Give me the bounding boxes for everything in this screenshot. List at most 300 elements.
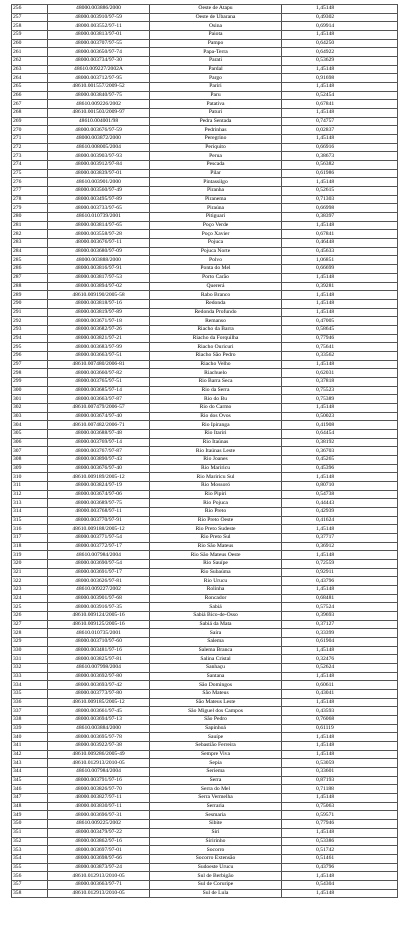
row-number-cell: 315 xyxy=(12,516,48,525)
field-name-cell: Rio do Bu xyxy=(150,395,282,404)
table-row xyxy=(12,802,398,811)
process-number-cell: 48000.003558/97-28 xyxy=(48,230,150,239)
value-cell: 0,74757 xyxy=(282,117,398,126)
field-name-cell: Serra Vermelha xyxy=(150,794,282,803)
table-row xyxy=(12,447,398,456)
value-cell: 0,75063 xyxy=(282,802,398,811)
value-cell: 0,57524 xyxy=(282,603,398,612)
value-cell: 1,45148 xyxy=(282,291,398,300)
process-number-cell: 48000.003495/97-89 xyxy=(48,195,150,204)
row-number-cell: 337 xyxy=(12,707,48,716)
field-name-cell: Rio Preto xyxy=(150,507,282,516)
row-number-cell: 269 xyxy=(12,117,48,126)
process-number-cell: 48000.003694/97-13 xyxy=(48,716,150,725)
field-name-cell: Seriema xyxy=(150,768,282,777)
field-name-cell: Siri xyxy=(150,828,282,837)
row-number-cell: 268 xyxy=(12,109,48,118)
value-cell: 0,52615 xyxy=(282,187,398,196)
field-name-cell: Pojuca Norte xyxy=(150,247,282,256)
value-cell: 1,45148 xyxy=(282,646,398,655)
value-cell: 0,38192 xyxy=(282,438,398,447)
table-row xyxy=(12,100,398,109)
process-number-cell: 48000.003886/2000 xyxy=(48,5,150,14)
value-cell: 1,45148 xyxy=(282,308,398,317)
field-name-cell: Sanhaçu xyxy=(150,664,282,673)
table-row xyxy=(12,586,398,595)
field-name-cell: Pardal xyxy=(150,65,282,74)
field-name-cell: Sudoeste Urucu xyxy=(150,863,282,872)
field-name-cell: Sauípe xyxy=(150,733,282,742)
row-number-cell: 301 xyxy=(12,395,48,404)
table-row xyxy=(12,707,398,716)
field-name-cell: Sul de Berbigão xyxy=(150,872,282,881)
field-name-cell: Piranema xyxy=(150,195,282,204)
table-row xyxy=(12,525,398,534)
value-cell: 0,56382 xyxy=(282,161,398,170)
row-number-cell: 340 xyxy=(12,733,48,742)
value-cell: 0,43796 xyxy=(282,577,398,586)
value-cell: 0,46448 xyxy=(282,239,398,248)
table-row xyxy=(12,403,398,412)
value-cell: 0,45396 xyxy=(282,464,398,473)
table-row xyxy=(12,195,398,204)
field-name-cell: Sabiá da Mata xyxy=(150,620,282,629)
row-number-cell: 294 xyxy=(12,334,48,343)
process-number-cell: 48000.003765/97-51 xyxy=(48,377,150,386)
field-name-cell: Sapinhoá xyxy=(150,724,282,733)
process-number-cell: 48000.003901/97-68 xyxy=(48,594,150,603)
field-name-cell: Siririnho xyxy=(150,837,282,846)
process-number-cell: 48000.003689/97-75 xyxy=(48,499,150,508)
process-number-cell: 48000.003826/97-70 xyxy=(48,785,150,794)
field-name-cell: Pitiguari xyxy=(150,213,282,222)
value-cell: 0,38673 xyxy=(282,152,398,161)
row-number-cell: 308 xyxy=(12,455,48,464)
field-name-cell: Pargo xyxy=(150,74,282,83)
row-number-cell: 266 xyxy=(12,91,48,100)
value-cell: 1,45148 xyxy=(282,672,398,681)
field-name-cell: Pojuca xyxy=(150,239,282,248)
row-number-cell: 320 xyxy=(12,560,48,569)
value-cell: 0,54304 xyxy=(282,880,398,889)
row-number-cell: 292 xyxy=(12,317,48,326)
value-cell: 0,45633 xyxy=(282,247,398,256)
process-number-cell: 48000.003685/97-14 xyxy=(48,386,150,395)
process-number-cell: 48610.012913/2010-05 xyxy=(48,872,150,881)
table-row xyxy=(12,768,398,777)
row-number-cell: 256 xyxy=(12,5,48,14)
value-cell: 0,53386 xyxy=(282,837,398,846)
field-name-cell: Rio Barra Seca xyxy=(150,377,282,386)
process-number-cell: 48000.003888/2000 xyxy=(48,256,150,265)
field-name-cell: Rio Mossoró xyxy=(150,481,282,490)
process-number-cell: 48000.003767/97-87 xyxy=(48,447,150,456)
field-name-cell: Osina xyxy=(150,22,282,31)
row-number-cell: 324 xyxy=(12,594,48,603)
value-cell: 0,43593 xyxy=(282,707,398,716)
value-cell: 0,37818 xyxy=(282,377,398,386)
value-cell: 0,59571 xyxy=(282,811,398,820)
table-row xyxy=(12,256,398,265)
row-number-cell: 343 xyxy=(12,759,48,768)
row-number-cell: 279 xyxy=(12,204,48,213)
field-name-cell: Rio Itaúnas Leste xyxy=(150,447,282,456)
row-number-cell: 273 xyxy=(12,152,48,161)
value-cell: 0,75389 xyxy=(282,395,398,404)
process-number-cell: 48000.003676/97-40 xyxy=(48,464,150,473)
process-number-cell: 48000.003692/97-80 xyxy=(48,672,150,681)
field-name-cell: Periquito xyxy=(150,143,282,152)
process-number-cell: 48000.003733/97-65 xyxy=(48,204,150,213)
field-name-cell: Rio Preto Sul xyxy=(150,533,282,542)
value-cell: 0,68481 xyxy=(282,594,398,603)
table-row xyxy=(12,533,398,542)
table-row xyxy=(12,22,398,31)
value-cell: 0,62031 xyxy=(282,369,398,378)
row-number-cell: 325 xyxy=(12,603,48,612)
value-cell: 0,80710 xyxy=(282,481,398,490)
process-number-cell: 48000.003734/97-30 xyxy=(48,57,150,66)
value-cell: 1,45148 xyxy=(282,828,398,837)
process-number-cell: 48000.003674/97-06 xyxy=(48,490,150,499)
value-cell: 0,52454 xyxy=(282,91,398,100)
value-cell: 1,45148 xyxy=(282,135,398,144)
row-number-cell: 352 xyxy=(12,837,48,846)
row-number-cell: 332 xyxy=(12,664,48,673)
process-number-cell: 48000.003663/97-87 xyxy=(48,395,150,404)
value-cell: 1,45148 xyxy=(282,872,398,881)
process-number-cell: 48000.003922/97-38 xyxy=(48,742,150,751)
table-row xyxy=(12,551,398,560)
table-row xyxy=(12,776,398,785)
row-number-cell: 329 xyxy=(12,638,48,647)
process-number-cell: 48000.003683/97-99 xyxy=(48,343,150,352)
value-cell: 0,92911 xyxy=(282,568,398,577)
table-row xyxy=(12,568,398,577)
process-number-cell: 48000.003688/97-48 xyxy=(48,429,150,438)
process-number-cell: 48000.003697/97-01 xyxy=(48,846,150,855)
process-number-cell: 48000.003671/97-18 xyxy=(48,317,150,326)
field-name-cell: Socorro xyxy=(150,846,282,855)
value-cell: 0,39693 xyxy=(282,612,398,621)
table-row xyxy=(12,863,398,872)
process-number-cell: 48000.003696/97-31 xyxy=(48,811,150,820)
field-name-cell: Pedra Sentada xyxy=(150,117,282,126)
value-cell: 0,77946 xyxy=(282,820,398,829)
process-number-cell: 48610.001503/2009-97 xyxy=(48,109,150,118)
process-number-cell: 48000.003770/97-91 xyxy=(48,516,150,525)
value-cell: 0,61986 xyxy=(282,169,398,178)
table-row xyxy=(12,490,398,499)
field-name-cell: Riachuelo xyxy=(150,369,282,378)
field-name-cell: Quererá xyxy=(150,282,282,291)
row-number-cell: 347 xyxy=(12,794,48,803)
process-number-cell: 48000.003690/97-54 xyxy=(48,560,150,569)
value-cell: 0,36703 xyxy=(282,447,398,456)
value-cell: 1,45148 xyxy=(282,750,398,759)
field-name-cell: Paturi xyxy=(150,109,282,118)
field-name-cell: Riacho São Pedro xyxy=(150,351,282,360)
field-name-cell: Rio Itariri xyxy=(150,429,282,438)
value-cell: 0,67841 xyxy=(282,230,398,239)
field-name-cell: Sempre Viva xyxy=(150,750,282,759)
row-number-cell: 286 xyxy=(12,265,48,274)
table-row xyxy=(12,837,398,846)
table-row xyxy=(12,794,398,803)
row-number-cell: 263 xyxy=(12,65,48,74)
row-number-cell: 289 xyxy=(12,291,48,300)
table-row xyxy=(12,143,398,152)
row-number-cell: 328 xyxy=(12,629,48,638)
process-number-cell: 48610.001557/2009-52 xyxy=(48,83,150,92)
field-name-cell: Serra do Mel xyxy=(150,785,282,794)
field-name-cell: Ponta do Mel xyxy=(150,265,282,274)
field-name-cell: Papa-Terra xyxy=(150,48,282,57)
row-number-cell: 290 xyxy=(12,299,48,308)
table-row xyxy=(12,429,398,438)
row-number-cell: 303 xyxy=(12,412,48,421)
value-cell: 0,45265 xyxy=(282,455,398,464)
table-row xyxy=(12,31,398,40)
field-name-cell: São Mateus Leste xyxy=(150,698,282,707)
row-number-cell: 282 xyxy=(12,230,48,239)
process-number-cell: 48000.003830/97-11 xyxy=(48,802,150,811)
table-row xyxy=(12,230,398,239)
value-cell: 0,87193 xyxy=(282,776,398,785)
value-cell: 0,71188 xyxy=(282,785,398,794)
field-name-cell: Socorro Extensão xyxy=(150,854,282,863)
value-cell: 0,71303 xyxy=(282,195,398,204)
value-cell: 0,64454 xyxy=(282,429,398,438)
table-row xyxy=(12,716,398,725)
table-row xyxy=(12,334,398,343)
table-row xyxy=(12,464,398,473)
process-number-cell: 48000.003813/97-01 xyxy=(48,31,150,40)
table-row xyxy=(12,759,398,768)
field-name-cell: Riacho da Barra xyxy=(150,325,282,334)
table-row xyxy=(12,5,398,14)
value-cell: 0,49302 xyxy=(282,13,398,22)
row-number-cell: 313 xyxy=(12,499,48,508)
value-cell: 0,69914 xyxy=(282,22,398,31)
row-number-cell: 341 xyxy=(12,742,48,751)
row-number-cell: 312 xyxy=(12,490,48,499)
field-name-cell: Paru xyxy=(150,91,282,100)
process-number-cell: 48610.009189/2005-12 xyxy=(48,473,150,482)
row-number-cell: 267 xyxy=(12,100,48,109)
field-name-cell: Redonda xyxy=(150,299,282,308)
table-row xyxy=(12,187,398,196)
process-number-cell: 48000.003560/97-49 xyxy=(48,187,150,196)
table-row xyxy=(12,733,398,742)
row-number-cell: 306 xyxy=(12,438,48,447)
row-number-cell: 295 xyxy=(12,343,48,352)
value-cell: 1,45148 xyxy=(282,5,398,14)
value-cell: 0,41624 xyxy=(282,516,398,525)
row-number-cell: 260 xyxy=(12,39,48,48)
row-number-cell: 326 xyxy=(12,612,48,621)
row-number-cell: 335 xyxy=(12,690,48,699)
table-row xyxy=(12,560,398,569)
row-number-cell: 284 xyxy=(12,247,48,256)
row-number-cell: 257 xyxy=(12,13,48,22)
table-row xyxy=(12,221,398,230)
value-cell: 0,66699 xyxy=(282,265,398,274)
table-row xyxy=(12,308,398,317)
process-number-cell: 48610.009190/2005-58 xyxy=(48,291,150,300)
field-name-cell: Patativa xyxy=(150,100,282,109)
row-number-cell: 323 xyxy=(12,586,48,595)
process-number-cell: 48000.003814/97-65 xyxy=(48,221,150,230)
value-cell: 0,58645 xyxy=(282,325,398,334)
value-cell: 0,61904 xyxy=(282,638,398,647)
field-name-cell: Rio Mariricu Sul xyxy=(150,473,282,482)
field-name-cell: Salina Cristal xyxy=(150,655,282,664)
table-row xyxy=(12,629,398,638)
process-number-cell: 48610.007984/2004 xyxy=(48,768,150,777)
table-body xyxy=(12,5,398,898)
value-cell: 0,42939 xyxy=(282,507,398,516)
value-cell: 1,45148 xyxy=(282,360,398,369)
value-cell: 0,02837 xyxy=(282,126,398,135)
value-cell: 1,45148 xyxy=(282,551,398,560)
value-cell: 0,76068 xyxy=(282,716,398,725)
process-number-cell: 48610.003901/2000 xyxy=(48,178,150,187)
process-number-cell: 48610.012913/2010-05 xyxy=(48,889,150,898)
value-cell: 0,75641 xyxy=(282,343,398,352)
table-row xyxy=(12,299,398,308)
value-cell: 1,45148 xyxy=(282,525,398,534)
field-name-cell: Riacho Velho xyxy=(150,360,282,369)
field-name-cell: Pariri xyxy=(150,83,282,92)
table-row xyxy=(12,438,398,447)
table-row xyxy=(12,646,398,655)
field-name-cell: Rio Mariricu xyxy=(150,464,282,473)
value-cell: 1,45148 xyxy=(282,742,398,751)
table-row xyxy=(12,117,398,126)
row-number-cell: 351 xyxy=(12,828,48,837)
process-number-cell: 48000.003769/97-14 xyxy=(48,438,150,447)
field-name-cell: Porto Carão xyxy=(150,273,282,282)
row-number-cell: 353 xyxy=(12,846,48,855)
table-row xyxy=(12,239,398,248)
row-number-cell: 319 xyxy=(12,551,48,560)
value-cell: 1,45148 xyxy=(282,299,398,308)
process-number-cell: 48000.003894/97-02 xyxy=(48,282,150,291)
value-cell: 0,44443 xyxy=(282,499,398,508)
field-name-cell: Rabo Branco xyxy=(150,291,282,300)
process-number-cell: 48610.009227/2002 xyxy=(48,586,150,595)
field-name-cell: Sebastião Ferreira xyxy=(150,742,282,751)
row-number-cell: 346 xyxy=(12,785,48,794)
table-row xyxy=(12,13,398,22)
value-cell: 1,45148 xyxy=(282,83,398,92)
table-row xyxy=(12,638,398,647)
table-row xyxy=(12,872,398,881)
process-number-cell: 48610.012913/2010-05 xyxy=(48,759,150,768)
row-number-cell: 285 xyxy=(12,256,48,265)
row-number-cell: 349 xyxy=(12,811,48,820)
table-row xyxy=(12,655,398,664)
field-name-cell: Polvo xyxy=(150,256,282,265)
process-number-cell: 48000.003712/97-95 xyxy=(48,74,150,83)
row-number-cell: 274 xyxy=(12,161,48,170)
table-row xyxy=(12,481,398,490)
field-name-cell: Oeste de Atapu xyxy=(150,5,282,14)
table-row xyxy=(12,369,398,378)
value-cell: 0,72559 xyxy=(282,560,398,569)
row-number-cell: 297 xyxy=(12,360,48,369)
row-number-cell: 355 xyxy=(12,863,48,872)
field-name-cell: Rio Ipiranga xyxy=(150,421,282,430)
row-number-cell: 342 xyxy=(12,750,48,759)
table-row xyxy=(12,325,398,334)
table-row xyxy=(12,273,398,282)
field-name-cell: Poço Xavier xyxy=(150,230,282,239)
field-name-cell: Pescada xyxy=(150,161,282,170)
field-name-cell: Pilar xyxy=(150,169,282,178)
process-number-cell: 48000.003890/97-43 xyxy=(48,455,150,464)
field-name-cell: Sabiá xyxy=(150,603,282,612)
field-name-cell: Paiota xyxy=(150,31,282,40)
process-number-cell: 48610.010739/2001 xyxy=(48,213,150,222)
table-row xyxy=(12,664,398,673)
value-cell: 0,77946 xyxy=(282,334,398,343)
value-cell: 0,37717 xyxy=(282,533,398,542)
process-number-cell: 48000.003819/97-89 xyxy=(48,308,150,317)
value-cell: 0,50023 xyxy=(282,412,398,421)
process-number-cell: 48000.003663/97-71 xyxy=(48,880,150,889)
field-name-cell: Riacho Ouricuri xyxy=(150,343,282,352)
process-number-cell: 48000.003707/97-55 xyxy=(48,39,150,48)
value-cell: 1,45148 xyxy=(282,889,398,898)
table-row xyxy=(12,507,398,516)
process-number-cell: 48000.003695/97-78 xyxy=(48,733,150,742)
field-name-cell: Rio Sauípe xyxy=(150,560,282,569)
row-number-cell: 317 xyxy=(12,533,48,542)
table-row xyxy=(12,594,398,603)
table-row xyxy=(12,828,398,837)
process-number-cell: 48000.003552/97-11 xyxy=(48,22,150,31)
value-cell: 1,45148 xyxy=(282,733,398,742)
field-name-cell: Rolinha xyxy=(150,586,282,595)
table-row xyxy=(12,291,398,300)
field-name-cell: Oeste de Ubarana xyxy=(150,13,282,22)
row-number-cell: 318 xyxy=(12,542,48,551)
row-number-cell: 298 xyxy=(12,369,48,378)
process-number-cell: 48610.009185/2005-12 xyxy=(48,698,150,707)
process-number-cell: 48610.007480/2006-81 xyxy=(48,360,150,369)
process-number-cell: 48610.009125/2005-16 xyxy=(48,620,150,629)
field-name-cell: Pedrinhas xyxy=(150,126,282,135)
value-cell: 0,66998 xyxy=(282,204,398,213)
table-row xyxy=(12,742,398,751)
value-cell: 0,60611 xyxy=(282,681,398,690)
field-name-cell: Riacho da Forquilha xyxy=(150,334,282,343)
field-name-cell: São Miguel dos Campos xyxy=(150,707,282,716)
value-cell: 1,45148 xyxy=(282,178,398,187)
field-name-cell: Piranha xyxy=(150,187,282,196)
process-number-cell: 48610.007998/2004 xyxy=(48,664,150,673)
process-number-cell: 48610.009225/2002 xyxy=(48,820,150,829)
table-row xyxy=(12,395,398,404)
process-number-cell: 48000.003903/97-93 xyxy=(48,152,150,161)
table-row xyxy=(12,542,398,551)
field-name-cell: Rio do Carmo xyxy=(150,403,282,412)
field-name-cell: Rio Pipiri xyxy=(150,490,282,499)
value-cell: 0,66916 xyxy=(282,143,398,152)
value-cell: 1,45148 xyxy=(282,65,398,74)
